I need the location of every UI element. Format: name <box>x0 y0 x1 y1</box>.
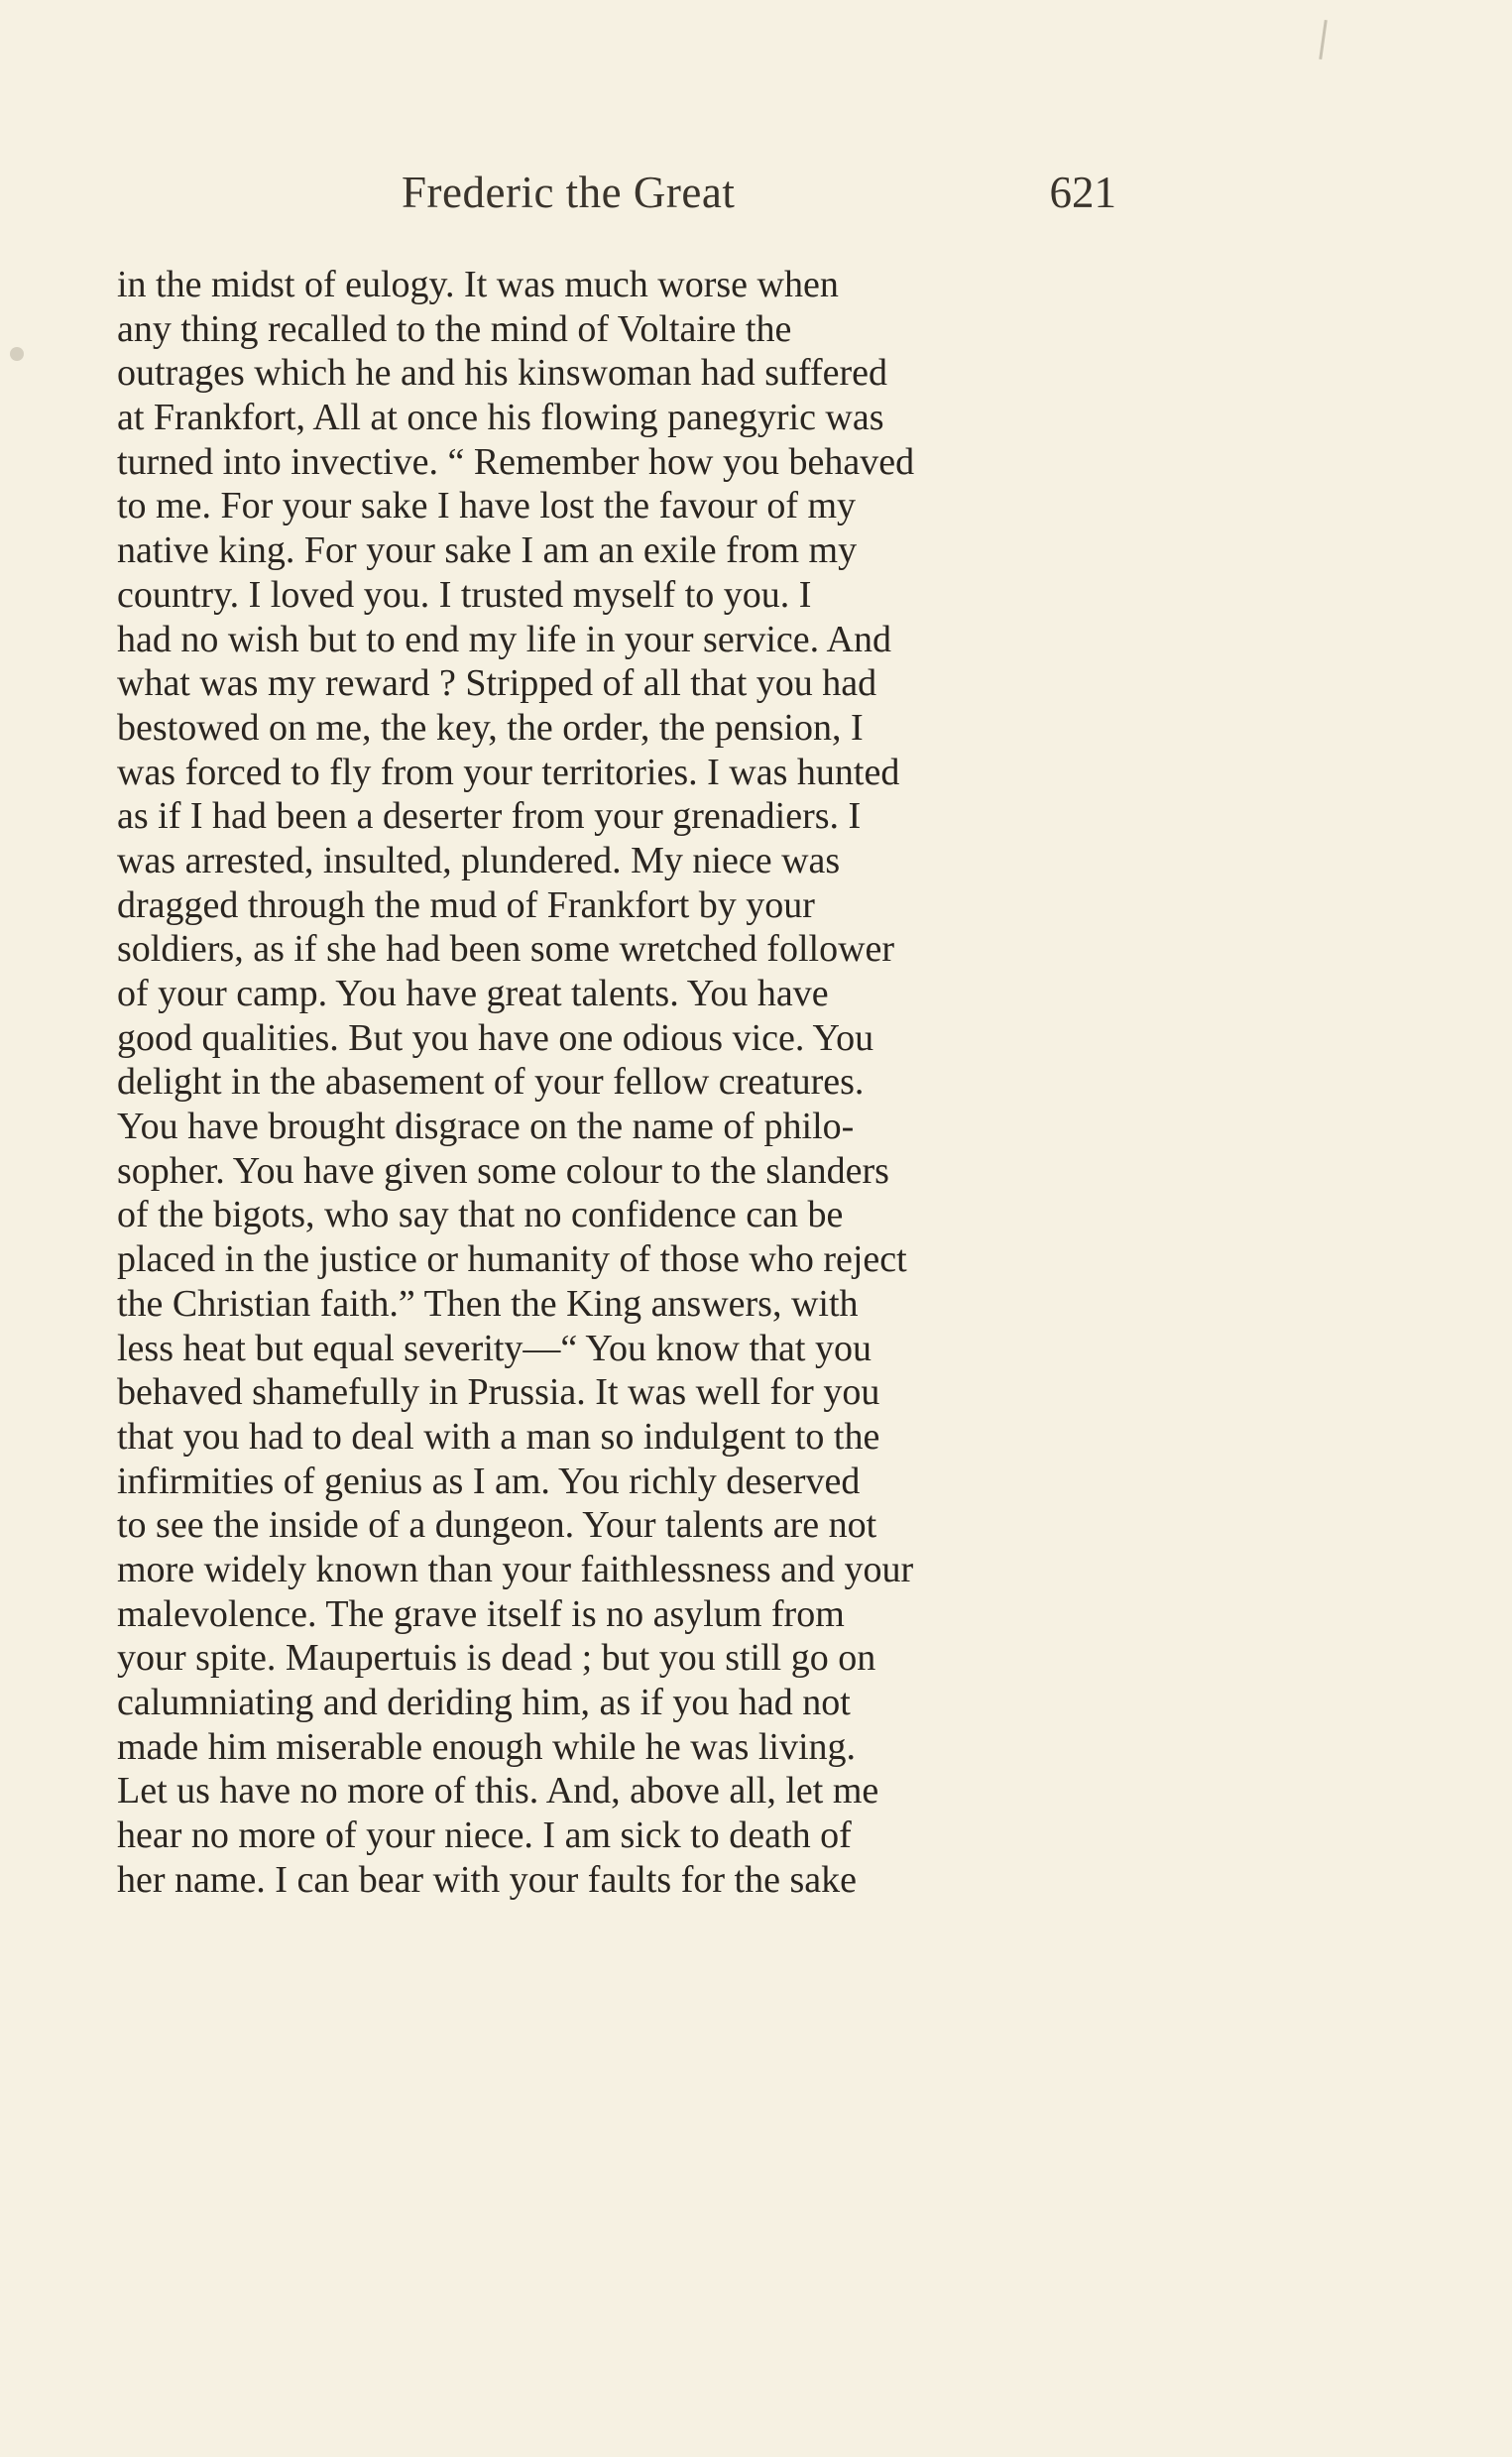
text-line: was arrested, insulted, plundered. My niece was <box>117 839 841 881</box>
text-line: what was my reward ? Stripped of all that you had <box>117 662 877 705</box>
text-line: of your camp. You have great talents. You have <box>117 973 829 1014</box>
text-line: Let us have no more of this. And, above all, let me <box>117 1770 879 1813</box>
text-line: turned into invective. “ Remember how you behaved <box>117 440 915 483</box>
text-line: was forced to fly from your territories. I was hunted <box>117 751 900 793</box>
text-line: bestowed on me, the key, the order, the pension, I <box>117 706 864 749</box>
text-line: You have brought disgrace on the name of philo- <box>117 1106 855 1148</box>
text-line: outrages which he and his kinswoman had suffered <box>117 352 888 395</box>
paper-smudge <box>10 347 24 361</box>
text-line: placed in the justice or humanity of those who reject <box>117 1238 907 1281</box>
text-line: of the bigots, who say that no confidence can be <box>117 1194 844 1236</box>
text-line: any thing recalled to the mind of Voltaire the <box>117 307 792 350</box>
text-line: good qualities. But you have one odious vice. You <box>117 1016 874 1059</box>
text-line: to see the inside of a dungeon. Your talents are not <box>117 1504 877 1547</box>
text-line: calumniating and deriding him, as if you had not <box>117 1682 851 1723</box>
text-line: dragged through the mud of Frankfort by your <box>117 883 815 926</box>
text-line: more widely known than your faithlessness and your <box>117 1548 914 1590</box>
text-line: that you had to deal with a man so indulgent to the <box>117 1415 880 1458</box>
text-line: less heat but equal severity—“ You know that you <box>117 1327 872 1369</box>
text-line: delight in the abasement of your fellow creatures. <box>117 1061 865 1104</box>
text-line: made him miserable enough while he was living. <box>117 1725 857 1768</box>
margin-pencil-mark <box>1319 20 1328 59</box>
text-line: as if I had been a deserter from your grenadiers. I <box>117 795 862 838</box>
running-title: Frederic the Great <box>402 168 736 217</box>
text-line: hear no more of your niece. I am sick to death of <box>117 1814 852 1857</box>
text-line: country. I loved you. I trusted myself to you. I <box>117 573 812 616</box>
text-line: infirmities of genius as I am. You richly deserved <box>117 1460 861 1502</box>
text-line: her name. I can bear with your faults for the sake <box>117 1858 857 1901</box>
text-line: behaved shamefully in Prussia. It was well for you <box>117 1371 880 1414</box>
text-line: your spite. Maupertuis is dead ; but you still go on <box>117 1637 876 1680</box>
text-line: at Frankfort, All at once his flowing panegyric was <box>117 397 884 439</box>
text-line: the Christian faith.” Then the King answers, with <box>117 1282 859 1325</box>
text-line: soldiers, as if she had been some wretched follower <box>117 928 895 971</box>
body-text <box>117 263 1116 1902</box>
text-line: native king. For your sake I am an exile from my <box>117 529 858 572</box>
text-line: to me. For your sake I have lost the favour of my <box>117 485 857 527</box>
running-head <box>117 167 1116 236</box>
text-line: had no wish but to end my life in your service. And <box>117 618 891 660</box>
text-line: sopher. You have given some colour to the slanders <box>117 1149 889 1192</box>
text-line: malevolence. The grave itself is no asylum from <box>117 1592 845 1635</box>
text-line: in the midst of eulogy. It was much worse when <box>117 264 839 305</box>
page-number: 621 <box>1049 168 1116 217</box>
